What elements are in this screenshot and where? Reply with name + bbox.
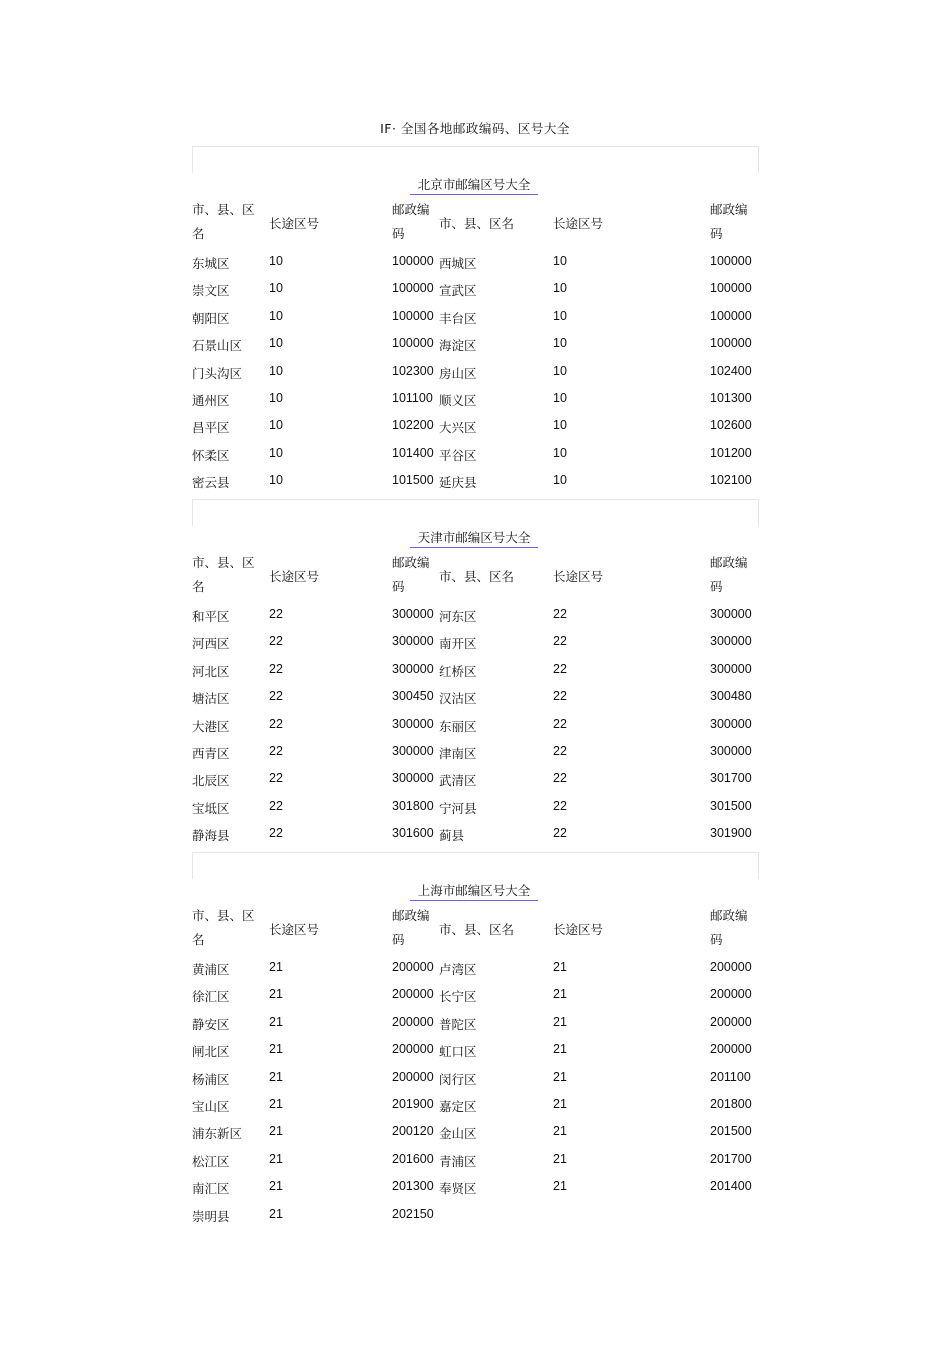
district-name-2: 青浦区 bbox=[439, 1153, 477, 1169]
header-zip-2 bbox=[710, 551, 748, 599]
area-code-2: 10 bbox=[553, 363, 567, 378]
postal-code-2: 201700 bbox=[710, 1151, 752, 1166]
postal-code-2: 300480 bbox=[710, 689, 752, 704]
district-name-2: 顺义区 bbox=[439, 393, 477, 408]
header-name-line2: 名 bbox=[192, 579, 205, 594]
header-zip-line2: 码 bbox=[392, 580, 405, 594]
area-code-2: 22 bbox=[553, 716, 567, 731]
postal-code-2: 300000 bbox=[710, 634, 752, 649]
area-code-2: 21 bbox=[553, 1179, 567, 1194]
postal-code: 301800 bbox=[392, 798, 434, 813]
header-name-line2: 名 bbox=[192, 226, 205, 241]
postal-code-2: 200000 bbox=[710, 1042, 752, 1057]
postal-code-2: 201400 bbox=[710, 1179, 752, 1194]
header-name-2: 市、县、区名 bbox=[439, 216, 515, 231]
header-area-code: 长途区号 bbox=[269, 216, 320, 231]
area-code: 21 bbox=[269, 1124, 283, 1139]
postal-code: 300000 bbox=[392, 716, 434, 731]
area-code-2: 21 bbox=[553, 1069, 567, 1084]
district-name: 黄浦区 bbox=[192, 962, 230, 977]
postal-code: 102200 bbox=[392, 418, 434, 433]
postal-code-2: 201800 bbox=[710, 1097, 752, 1111]
district-name-2: 丰台区 bbox=[439, 310, 477, 326]
header-zip-2-line1: 邮政编 bbox=[710, 556, 748, 570]
section-frame bbox=[192, 146, 759, 173]
postal-code: 300000 bbox=[392, 634, 434, 649]
district-name: 崇文区 bbox=[192, 283, 230, 299]
district-name-2: 平谷区 bbox=[439, 447, 477, 463]
area-code-2: 21 bbox=[553, 987, 567, 1002]
header-zip bbox=[392, 198, 430, 246]
area-code: 10 bbox=[269, 391, 283, 405]
section-frame bbox=[192, 852, 759, 879]
area-code-2: 22 bbox=[553, 798, 567, 813]
area-code: 10 bbox=[269, 363, 283, 378]
header-zip-2 bbox=[710, 198, 748, 246]
area-code: 21 bbox=[269, 1042, 283, 1057]
district-name: 东城区 bbox=[192, 256, 230, 271]
district-name: 朝阳区 bbox=[192, 310, 230, 326]
district-name-2: 嘉定区 bbox=[439, 1099, 477, 1114]
postal-code-2: 200000 bbox=[710, 987, 752, 1002]
area-code-2: 22 bbox=[553, 826, 567, 841]
postal-code: 101500 bbox=[392, 473, 434, 488]
postal-code: 200000 bbox=[392, 987, 434, 1002]
postal-code: 200000 bbox=[392, 960, 434, 974]
postal-code: 102300 bbox=[392, 363, 434, 378]
area-code-2: 21 bbox=[553, 1014, 567, 1029]
area-code: 22 bbox=[269, 716, 283, 731]
district-name-2: 武清区 bbox=[439, 773, 477, 789]
district-name: 河北区 bbox=[192, 663, 230, 679]
area-code-2: 22 bbox=[553, 744, 567, 758]
postal-code: 300450 bbox=[392, 689, 434, 704]
area-code: 22 bbox=[269, 689, 283, 704]
district-name-2: 房山区 bbox=[439, 365, 477, 381]
district-name-2: 河东区 bbox=[439, 609, 477, 624]
area-code-2: 10 bbox=[553, 336, 567, 351]
area-code-2: 22 bbox=[553, 661, 567, 676]
header-zip bbox=[392, 904, 430, 952]
district-name-2: 红桥区 bbox=[439, 663, 477, 679]
postal-code: 200000 bbox=[392, 1014, 434, 1029]
area-code: 10 bbox=[269, 254, 283, 268]
postal-code: 301600 bbox=[392, 826, 434, 841]
district-name: 石景山区 bbox=[192, 338, 243, 354]
header-zip-line1: 邮政编 bbox=[392, 556, 430, 570]
area-code-2: 21 bbox=[553, 1097, 567, 1111]
postal-code-2: 300000 bbox=[710, 661, 752, 676]
area-code-2: 21 bbox=[553, 1151, 567, 1166]
area-code: 21 bbox=[269, 1097, 283, 1111]
postal-code: 100000 bbox=[392, 254, 434, 268]
district-name-2: 虹口区 bbox=[439, 1044, 477, 1060]
postal-code: 300000 bbox=[392, 607, 434, 621]
header-name-line1: 市、县、区 bbox=[192, 555, 255, 570]
postal-code: 101400 bbox=[392, 445, 434, 460]
header-zip-2-line2: 码 bbox=[710, 933, 723, 947]
area-code: 22 bbox=[269, 634, 283, 649]
header-zip-line2: 码 bbox=[392, 227, 405, 241]
postal-code-2: 102400 bbox=[710, 363, 752, 378]
area-code: 22 bbox=[269, 744, 283, 758]
postal-code: 201900 bbox=[392, 1097, 434, 1111]
area-code: 21 bbox=[269, 1179, 283, 1194]
area-code-2: 10 bbox=[553, 254, 567, 268]
area-code: 22 bbox=[269, 798, 283, 813]
area-code-2: 10 bbox=[553, 308, 567, 323]
district-name: 塘沽区 bbox=[192, 691, 230, 707]
header-name-2: 市、县、区名 bbox=[439, 922, 515, 937]
district-name: 徐汇区 bbox=[192, 989, 230, 1005]
district-name: 昌平区 bbox=[192, 420, 230, 436]
district-name: 南汇区 bbox=[192, 1181, 230, 1197]
postal-code-2: 201100 bbox=[710, 1069, 751, 1084]
header-name bbox=[192, 198, 255, 246]
area-code: 22 bbox=[269, 771, 283, 786]
header-area-code-2: 长途区号 bbox=[553, 216, 604, 231]
area-code: 22 bbox=[269, 661, 283, 676]
postal-code-2: 300000 bbox=[710, 607, 752, 621]
area-code: 10 bbox=[269, 281, 283, 296]
district-name: 闸北区 bbox=[192, 1044, 230, 1060]
district-name: 密云县 bbox=[192, 475, 230, 491]
district-name: 通州区 bbox=[192, 393, 230, 408]
area-code: 10 bbox=[269, 308, 283, 323]
district-name-2: 普陀区 bbox=[439, 1016, 477, 1032]
district-name-2: 大兴区 bbox=[439, 420, 477, 436]
postal-code-2: 100000 bbox=[710, 254, 752, 268]
postal-code: 100000 bbox=[392, 308, 434, 323]
district-name-2: 汉沽区 bbox=[439, 691, 477, 707]
header-zip-line1: 邮政编 bbox=[392, 909, 430, 923]
district-name: 静安区 bbox=[192, 1016, 230, 1032]
district-name: 北辰区 bbox=[192, 773, 230, 789]
postal-code: 200000 bbox=[392, 1042, 434, 1057]
section-title: 上海市邮编区号大全 bbox=[410, 881, 538, 901]
postal-code: 100000 bbox=[392, 281, 434, 296]
district-name-2: 西城区 bbox=[439, 256, 477, 271]
district-name-2: 闵行区 bbox=[439, 1071, 477, 1087]
postal-code: 200120 bbox=[392, 1124, 434, 1139]
area-code: 22 bbox=[269, 607, 283, 621]
header-area-code-2: 长途区号 bbox=[553, 922, 604, 937]
postal-code: 200000 bbox=[392, 1069, 434, 1084]
document-title: ⅠF· 全国各地邮政编码、区号大全 bbox=[380, 121, 570, 136]
header-zip-2-line2: 码 bbox=[710, 227, 723, 241]
postal-code-2: 102600 bbox=[710, 418, 752, 433]
header-zip-2-line2: 码 bbox=[710, 580, 723, 594]
section-title: 天津市邮编区号大全 bbox=[410, 528, 538, 548]
district-name: 宝山区 bbox=[192, 1099, 230, 1114]
district-name-2: 蓟县 bbox=[439, 828, 465, 844]
district-name: 松江区 bbox=[192, 1153, 230, 1169]
postal-code-2: 200000 bbox=[710, 1014, 752, 1029]
district-name-2: 海淀区 bbox=[439, 338, 477, 354]
area-code-2: 22 bbox=[553, 689, 567, 704]
postal-code: 202150 bbox=[392, 1206, 434, 1221]
postal-code-2: 300000 bbox=[710, 716, 752, 731]
area-code-2: 22 bbox=[553, 634, 567, 649]
header-area-code: 长途区号 bbox=[269, 569, 320, 584]
area-code-2: 10 bbox=[553, 473, 567, 488]
area-code-2: 21 bbox=[553, 1124, 567, 1139]
area-code-2: 10 bbox=[553, 418, 567, 433]
postal-code: 300000 bbox=[392, 661, 434, 676]
district-name: 宝坻区 bbox=[192, 800, 230, 816]
district-name: 大港区 bbox=[192, 718, 230, 734]
district-name: 和平区 bbox=[192, 609, 230, 624]
postal-code: 100000 bbox=[392, 336, 434, 351]
header-zip-2-line1: 邮政编 bbox=[710, 203, 748, 217]
header-area-code: 长途区号 bbox=[269, 922, 320, 937]
area-code-2: 21 bbox=[553, 1042, 567, 1057]
header-zip-2 bbox=[710, 904, 748, 952]
district-name: 河西区 bbox=[192, 636, 230, 652]
postal-code-2: 100000 bbox=[710, 336, 752, 351]
district-name: 崇明县 bbox=[192, 1208, 230, 1224]
section-title: 北京市邮编区号大全 bbox=[410, 175, 538, 195]
section-frame bbox=[192, 499, 759, 526]
district-name-2: 宣武区 bbox=[439, 283, 477, 299]
area-code-2: 22 bbox=[553, 771, 567, 786]
header-zip-line2: 码 bbox=[392, 933, 405, 947]
header-name bbox=[192, 551, 255, 599]
area-code-2: 10 bbox=[553, 391, 567, 405]
postal-code-2: 301900 bbox=[710, 826, 752, 841]
district-name-2: 宁河县 bbox=[439, 800, 477, 816]
postal-code-2: 100000 bbox=[710, 281, 752, 296]
postal-code-2: 201500 bbox=[710, 1124, 752, 1139]
header-zip-line1: 邮政编 bbox=[392, 203, 430, 217]
postal-code: 300000 bbox=[392, 744, 434, 758]
postal-code-2: 100000 bbox=[710, 308, 752, 323]
postal-code-2: 300000 bbox=[710, 744, 752, 758]
area-code-2: 10 bbox=[553, 445, 567, 460]
postal-code: 101100 bbox=[392, 391, 433, 405]
district-name: 门头沟区 bbox=[192, 365, 243, 381]
postal-code-2: 102100 bbox=[710, 473, 752, 488]
postal-code-2: 301700 bbox=[710, 771, 752, 786]
district-name-2: 延庆县 bbox=[439, 475, 477, 491]
area-code: 21 bbox=[269, 987, 283, 1002]
district-name-2: 金山区 bbox=[439, 1126, 477, 1142]
postal-code-2: 101200 bbox=[710, 445, 752, 460]
postal-code-2: 101300 bbox=[710, 391, 752, 405]
area-code: 10 bbox=[269, 473, 283, 488]
district-name-2: 长宁区 bbox=[439, 989, 477, 1005]
area-code: 10 bbox=[269, 445, 283, 460]
area-code: 21 bbox=[269, 1206, 283, 1221]
postal-code: 201300 bbox=[392, 1179, 434, 1194]
header-name bbox=[192, 904, 255, 952]
header-name-line2: 名 bbox=[192, 932, 205, 947]
area-code: 21 bbox=[269, 960, 283, 974]
district-name-2: 卢湾区 bbox=[439, 962, 477, 977]
district-name: 静海县 bbox=[192, 828, 230, 844]
area-code: 22 bbox=[269, 826, 283, 841]
postal-code: 300000 bbox=[392, 771, 434, 786]
district-name-2: 津南区 bbox=[439, 746, 477, 761]
district-name: 西青区 bbox=[192, 746, 230, 761]
postal-code: 201600 bbox=[392, 1151, 434, 1166]
header-name-line1: 市、县、区 bbox=[192, 908, 255, 923]
header-name-line1: 市、县、区 bbox=[192, 202, 255, 217]
district-name-2: 奉贤区 bbox=[439, 1181, 477, 1197]
header-zip bbox=[392, 551, 430, 599]
area-code: 10 bbox=[269, 336, 283, 351]
area-code-2: 21 bbox=[553, 960, 567, 974]
district-name: 杨浦区 bbox=[192, 1071, 230, 1087]
district-name: 浦东新区 bbox=[192, 1126, 243, 1142]
postal-code-2: 200000 bbox=[710, 960, 752, 974]
header-name-2: 市、县、区名 bbox=[439, 569, 515, 584]
district-name-2: 东丽区 bbox=[439, 718, 477, 734]
header-area-code-2: 长途区号 bbox=[553, 569, 604, 584]
area-code: 21 bbox=[269, 1014, 283, 1029]
postal-code-2: 301500 bbox=[710, 798, 752, 813]
header-zip-2-line1: 邮政编 bbox=[710, 909, 748, 923]
area-code-2: 10 bbox=[553, 281, 567, 296]
district-name: 怀柔区 bbox=[192, 447, 230, 463]
area-code: 21 bbox=[269, 1069, 283, 1084]
area-code: 10 bbox=[269, 418, 283, 433]
area-code: 21 bbox=[269, 1151, 283, 1166]
area-code-2: 22 bbox=[553, 607, 567, 621]
district-name-2: 南开区 bbox=[439, 636, 477, 652]
